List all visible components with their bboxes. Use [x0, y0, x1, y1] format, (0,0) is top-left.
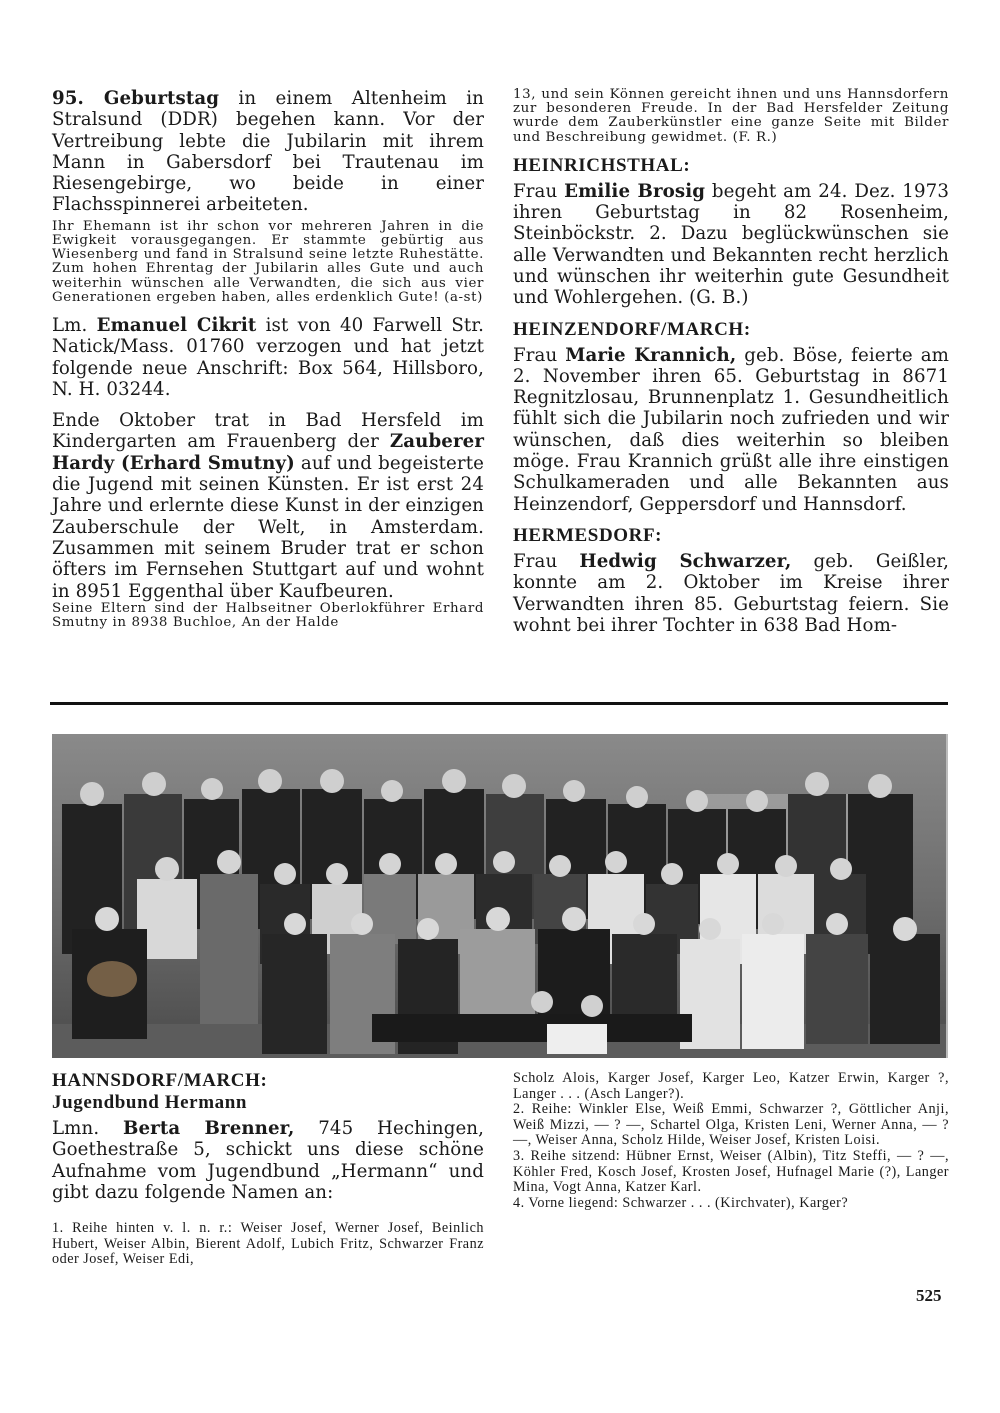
- person-name: Berta Brenner,: [123, 1118, 295, 1139]
- person-name: Zauberer Hardy (Erhard Smutny): [52, 431, 484, 474]
- names-row-2: 2. Reihe: Winkler Else, Weiß Emmi, Schwarzer ?, Göttlicher Anji, Weiß Mizzi, — ? —, Schartel Olga, Kristen Leni, Werner Anna, — ? —, Weiser Anna, Scholz Hilde, Weiser Josef, Kristen Loisi.: [513, 1101, 949, 1149]
- caption-left-column: [52, 1070, 484, 1268]
- article-95th-birthday: 95. Geburtstag in einem Altenheim in Stralsund (DDR) begehen kann. Vor der Vertreibung lebte die Jubilarin mit ihrem Mann in Gabersdorf bei Trautenau im Riesengebirge, wo beide in einer Flachsspinnerei arbeiteten.: [52, 88, 484, 216]
- names-row-1: 1. Reihe hinten v. l. n. r.: Weiser Josef, Werner Josef, Beinlich Hubert, Weiser Albin, Bierent Adolf, Lubich Fritz, Schwarzer Franz oder Josef, Weiser Edi,: [52, 1220, 484, 1268]
- section-heading-hannsdorf: HANNSDORF/MARCH:: [52, 1070, 268, 1091]
- page-number: 525: [916, 1286, 942, 1305]
- article-95th-birthday-note: Ihr Ehemann ist ihr schon vor mehreren Jahren in die Ewigkeit vorausgegangen. Er stammte gebürtig aus Wiesenberg und fand in Stralsund seine letzte Ruhestätte. Zum hohen Ehrentag der Jubilarin alles Gute und auch weiterhin wünschen alle Verwandten, die sich aus vier Generationen ergeben haben, alles erdenklich Gute! (a-st): [52, 218, 484, 305]
- article-continuation: 13, und sein Können gereicht ihnen und uns Hannsdorfern zur besonderen Freude. In der Bad Hersfelder Zeitung wurde dem Zauberkünstler eine ganze Seite mit Bilder und Beschreibung gewidmet. (F. R.): [513, 87, 949, 145]
- article-zauberer-hardy-note: Seine Eltern sind der Halbseitner Oberlokführer Erhard Smutny in 8938 Buchloe, An der Halde: [52, 600, 484, 631]
- article-brosig: Frau Emilie Brosig begeht am 24. Dez. 1973 ihren Geburtstag in 82 Rosenheim, Steinböckstr. 2. Dazu beglückwünschen sie alle Verwandten und Bekannten recht herzlich und wünschen ihr weiterhin gute Gesundheit und Wohlergehen. (G. B.): [513, 180, 949, 309]
- horizontal-divider: [50, 702, 948, 705]
- article-lead-bold: 95. Geburtstag: [52, 88, 220, 109]
- left-column: [52, 88, 484, 630]
- names-row-4: 4. Vorne liegend: Schwarzer . . . (Kirchvater), Karger?: [513, 1194, 849, 1211]
- person-name: Emanuel Cikrit: [96, 315, 257, 336]
- group-photo: [52, 734, 948, 1058]
- group-photo-image: [52, 734, 946, 1058]
- article-krannich: Frau Marie Krannich, geb. Böse, feierte am 2. November ihren 65. Geburtstag in 8671 Regnitzlosau, Brunnenplatz 1. Gesundheitlich fühlt sich die Jubilarin noch zufrieden und wir wünschen, daß dies weiterhin so bleiben möge. Frau Krannich grüßt alle ihre einstigen Schulkameraden und alle Bekannten aus Heinzendorf, Geppersdorf und Hannsdorf.: [513, 344, 949, 515]
- right-column: [513, 88, 949, 636]
- caption-right-column: [513, 1071, 949, 1211]
- section-heading-hermesdorf: HERMESDORF:: [513, 524, 663, 546]
- names-row-1-continued: Scholz Alois, Karger Josef, Karger Leo, Katzer Erwin, Karger ?, Langer . . . (Asch Langer?).: [513, 1070, 949, 1102]
- person-name: Marie Krannich,: [565, 344, 737, 366]
- article-zauberer-hardy: Ende Oktober trat in Bad Hersfeld im Kindergarten am Frauenberg der Zauberer Hardy (Erhard Smutny) auf und begeisterte die Jugend mit seinen Künsten. Er ist erst 24 Jahre und erlernte diese Kunst in der einzigen Zauberschule der Welt, in Amsterdam. Zusammen mit seinem Bruder trat er schon öfters im Fernsehen Stuttgart auf und wohnt in 8951 Eggenthal über Kaufbeuren.: [52, 410, 484, 602]
- person-name: Emilie Brosig: [564, 180, 706, 202]
- caption-intro: Lmn. Berta Brenner, 745 Hechingen, Goethestraße 5, schickt uns diese schöne Aufnahme vom Jugendbund „Hermann“ und gibt dazu folgende Namen an:: [52, 1118, 485, 1203]
- section-heading-heinzendorf: HEINZENDORF/MARCH:: [513, 318, 751, 340]
- section-subheading: Jugendbund Hermann: [52, 1092, 248, 1113]
- names-row-3: 3. Reihe sitzend: Hübner Ernst, Weiser (Albin), Titz Steffi, — ? —, Köhler Fred, Kosch Josef, Krosten Josef, Hufnagel Marie (?), Langer Mina, Vogt Anna, Katzer Karl.: [513, 1147, 949, 1196]
- article-schwarzer: Frau Hedwig Schwarzer, geb. Geißler, konnte am 2. Oktober im Kreise ihrer Verwandten ihren 85. Geburtstag feiern. Sie wohnt bei ihrer Tochter in 638 Bad Hom-: [513, 550, 949, 636]
- section-heading-heinrichsthal: HEINRICHSTHAL:: [513, 154, 691, 176]
- article-cikrit-address: Lm. Emanuel Cikrit ist von 40 Farwell Str. Natick/Mass. 01760 verzogen und hat jetzt folgende neue Anschrift: Box 564, Hillsboro, N. H. 03244.: [52, 315, 484, 400]
- person-name: Hedwig Schwarzer,: [579, 550, 792, 572]
